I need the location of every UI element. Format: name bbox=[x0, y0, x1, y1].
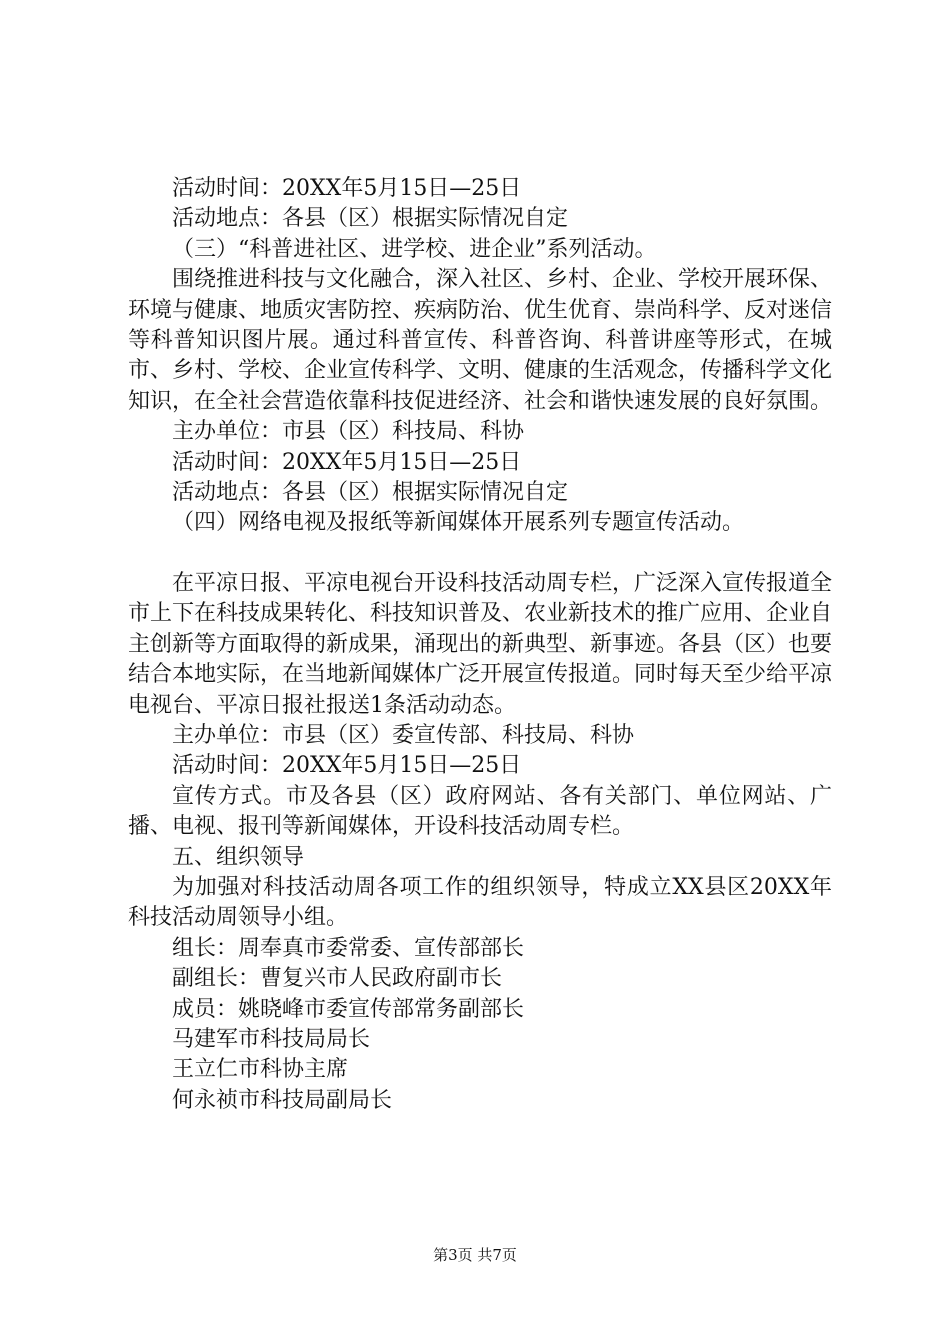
activity-time-line: 活动时间：20XX年5月15日—25日 bbox=[172, 176, 522, 201]
paragraph-spacer bbox=[128, 539, 832, 569]
activity-location-line: 活动地点：各县（区）根据实际情况自定 bbox=[172, 206, 569, 232]
section-heading-five: 五、组织领导 bbox=[172, 844, 305, 870]
deputy-leader-line: 副组长：曹复兴市人民政府副市长 bbox=[172, 966, 503, 992]
member-line: 成员：姚晓峰市委宣传部常务副部长 bbox=[172, 996, 525, 1022]
publicity-method-paragraph: 宣传方式。市及各县（区）政府网站、各有关部门、单位网站、广播、电视、报刊等新闻媒体，开设科技活动周专栏。 bbox=[128, 783, 832, 840]
section-heading-three: （三）“科普进社区、进学校、进企业”系列活动。 bbox=[172, 236, 657, 262]
document-body bbox=[128, 174, 832, 1116]
member-line: 马建军市科技局局长 bbox=[172, 1026, 371, 1052]
organizer-line: 主办单位：市县（区）委宣传部、科技局、科协 bbox=[172, 722, 635, 748]
activity-time-line: 活动时间：20XX年5月15日—25日 bbox=[172, 449, 522, 475]
activity-location-line: 活动地点：各县（区）根据实际情况自定 bbox=[172, 480, 569, 506]
member-line: 何永祯市科技局副局长 bbox=[172, 1087, 393, 1113]
section-heading-four: （四）网络电视及报纸等新闻媒体开展系列专题宣传活动。 bbox=[172, 510, 745, 536]
organizer-line: 主办单位：市县（区）科技局、科协 bbox=[172, 419, 525, 445]
leadership-intro-paragraph: 为加强对科技活动周各项工作的组织领导，特成立XX县区20XX年科技活动周领导小组。 bbox=[128, 874, 832, 931]
activity-time-line: 活动时间：20XX年5月15日—25日 bbox=[172, 753, 522, 779]
member-line: 王立仁市科协主席 bbox=[172, 1057, 349, 1083]
section-three-body: 围绕推进科技与文化融合，深入社区、乡村、企业、学校开展环保、环境与健康、地质灾害防控、疾病防治、优生优育、崇尚科学、反对迷信等科普知识图片展。通过科普宣传、科普咨询、科普讲座等形式，在城市、乡村、学校、企业宣传科学、文明、健康的生活观念，传播科学文化知识，在全社会营造依靠科技促进经济、社会和谐快速发展的良好氛围。 bbox=[128, 267, 833, 414]
group-leader-line: 组长：周奉真市委常委、宣传部部长 bbox=[172, 935, 525, 961]
page-number-footer: 第3页 共7页 bbox=[433, 1246, 517, 1264]
section-four-body: 在平凉日报、平凉电视台开设科技活动周专栏，广泛深入宣传报道全市上下在科技成果转化、科技知识普及、农业新技术的推广应用、企业自主创新等方面取得的新成果，涌现出的新典型、新事迹。各县（区）也要结合本地实际，在当地新闻媒体广泛开展宣传报道。同时每天至少给平凉电视台、平凉日报社报送1条活动动态。 bbox=[128, 570, 833, 718]
